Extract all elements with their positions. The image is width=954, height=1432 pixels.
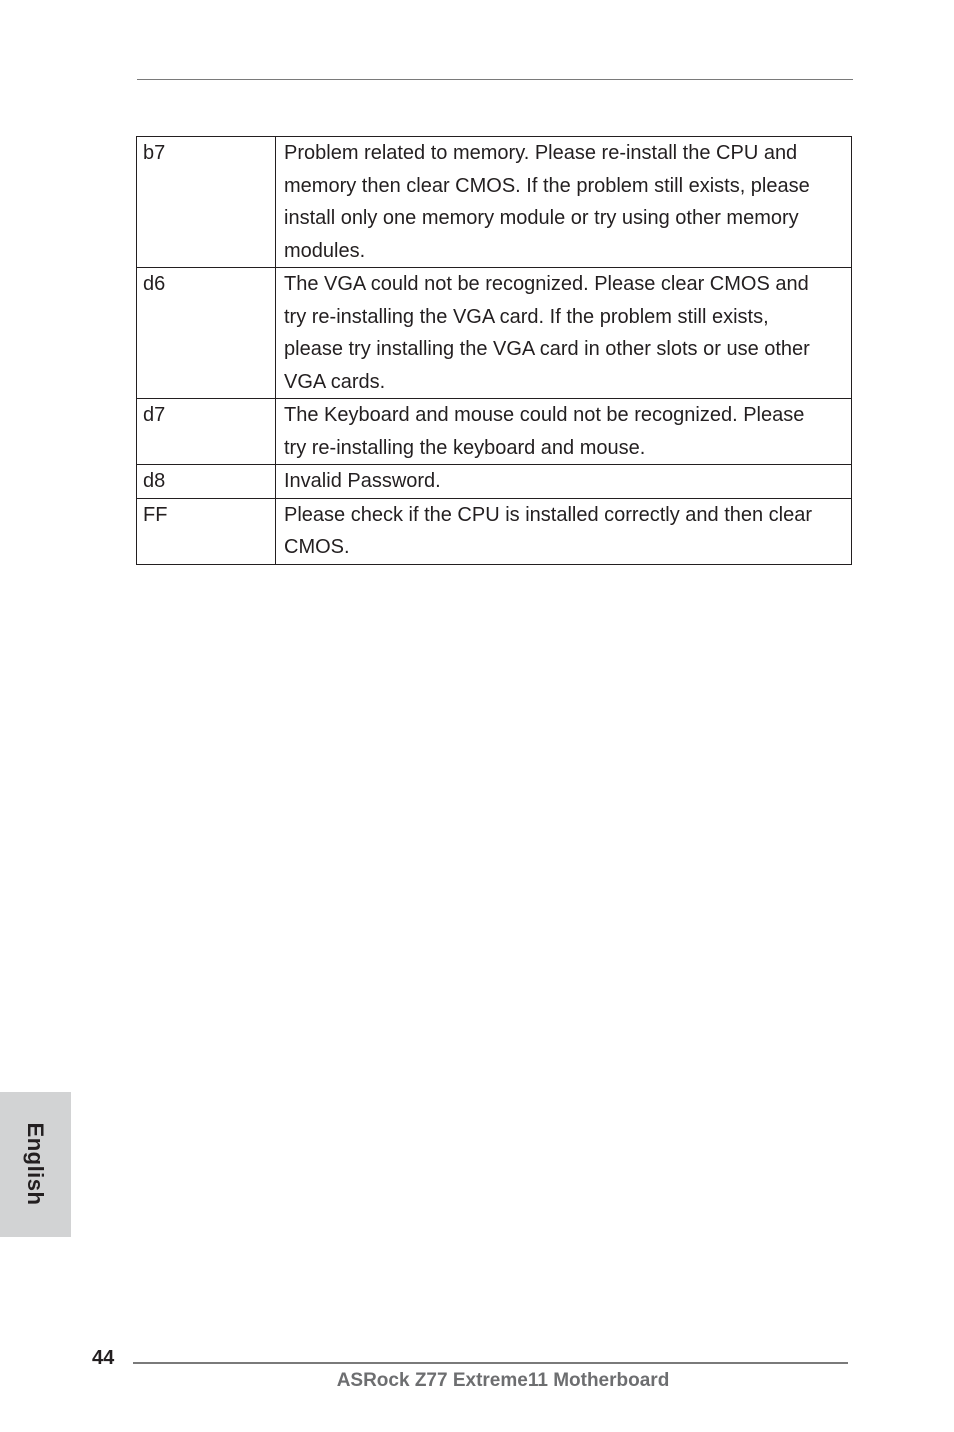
table-row <box>137 465 852 499</box>
table-row <box>137 399 852 465</box>
footer-rule <box>133 1362 848 1364</box>
table-row <box>137 268 852 399</box>
description-cell: Problem related to memory. Please re-install the CPU and memory then clear CMOS. If the problem still exists, please install only one memory module or try using other memory modules. <box>276 137 852 268</box>
description-cell: The VGA could not be recognized. Please clear CMOS and try re-installing the VGA card. If the problem still exists, please try installing the VGA card in other slots or use other VGA cards. <box>276 268 852 399</box>
language-side-tab <box>0 1092 71 1237</box>
table-row <box>137 137 852 268</box>
code-cell: d8 <box>137 465 276 499</box>
post-code-table <box>136 136 852 565</box>
table-row <box>137 498 852 564</box>
description-cell: Invalid Password. <box>276 465 852 499</box>
page-number: 44 <box>92 1347 115 1369</box>
code-cell: d6 <box>137 268 276 399</box>
header-rule <box>137 79 853 80</box>
language-label: English <box>23 1122 48 1206</box>
code-cell: d7 <box>137 399 276 465</box>
footer-title: ASRock Z77 Extreme11 Motherboard <box>336 1370 670 1391</box>
description-cell: The Keyboard and mouse could not be recognized. Please try re-installing the keyboard and mouse. <box>276 399 852 465</box>
code-cell: FF <box>137 498 276 564</box>
code-cell: b7 <box>137 137 276 268</box>
description-cell: Please check if the CPU is installed correctly and then clear CMOS. <box>276 498 852 564</box>
